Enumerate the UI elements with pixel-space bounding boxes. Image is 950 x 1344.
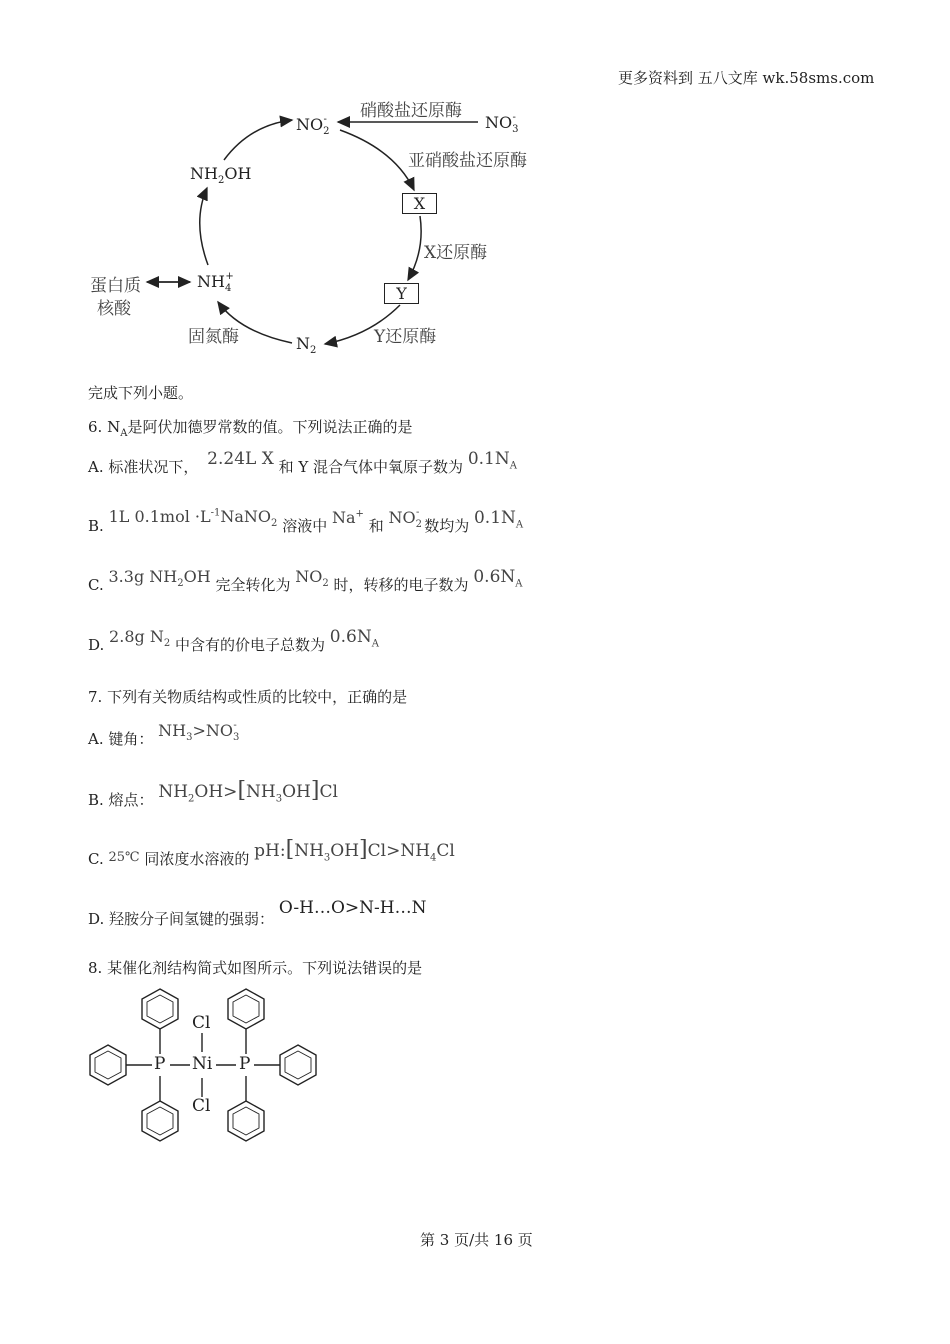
q6-option-b: B. 1L $0.1mol \cdot L^{-1}NaNO_2$ 溶液中 Na+ 和 $NO_2^-$ 数均为 $0.1N_A$: [88, 507, 524, 535]
intro-text: 完成下列小题。: [88, 384, 194, 402]
q7-option-c: C. 25℃ 同浓度水溶液的 $pH:[NH_3OH]Cl>NH_4Cl$: [88, 837, 455, 868]
q7-option-d: D. 羟胺分子间氢键的强弱： O-H…O>N-H…N: [88, 898, 427, 928]
label-nh2oh: $NH_2OH$: [190, 164, 252, 187]
atom-p-left: P: [154, 1054, 166, 1074]
site-header: 更多资料到 五八文库 wk.58sms.com: [618, 69, 875, 87]
q7-option-a: A. 键角： $NH_3>NO_3^-$: [88, 720, 240, 748]
atom-p-right: P: [239, 1054, 251, 1074]
label-protein: 蛋白质: [90, 276, 141, 296]
label-nucleic-acid: 核酸: [97, 299, 131, 319]
q6-option-c: C. 3.3g $NH_2OH$ 完全转化为 $NO_2$ 时，转移的电子数为 $0.6N_A$: [88, 567, 523, 594]
atom-cl-bottom: Cl: [192, 1096, 211, 1116]
label-fixase: 固氮酶: [188, 327, 239, 347]
label-x-enzyme: X还原酶: [424, 243, 488, 263]
q7-stem: 7. 下列有关物质结构或性质的比较中，正确的是: [88, 688, 408, 706]
q6-option-a: A. 标准状况下， 2.24L X 和 Y 混合气体中氧原子数为 $0.1N_A$: [88, 449, 517, 476]
label-no2: $NO_2^-$: [296, 114, 330, 138]
label-nitrite-enzyme: 亚硝酸盐还原酶: [408, 151, 527, 171]
label-y-enzyme: Y还原酶: [374, 327, 437, 347]
box-y: Y: [384, 283, 419, 304]
label-no3: $NO_3^-$: [485, 112, 519, 136]
page-footer: 第 3 页/共 16 页: [420, 1231, 533, 1249]
q7-option-b: B. 熔点： $NH_2OH>[NH_3OH]Cl$: [88, 778, 338, 809]
q6-option-d: D. 2.8g $N_2$ 中含有的价电子总数为 $0.6N_A$: [88, 627, 379, 654]
label-n2: $N_2$: [296, 334, 317, 357]
q8-stem: 8. 某催化剂结构简式如图所示。下列说法错误的是: [88, 959, 423, 977]
label-nitrate-enzyme: 硝酸盐还原酶: [360, 101, 462, 121]
atom-cl-top: Cl: [192, 1013, 211, 1033]
label-nh4: $NH_4^+$: [197, 271, 234, 295]
atom-ni: Ni: [192, 1054, 213, 1074]
box-x: X: [402, 193, 437, 214]
q6-stem: 6. $N_A$是阿伏加德罗常数的值。下列说法正确的是: [88, 418, 413, 439]
